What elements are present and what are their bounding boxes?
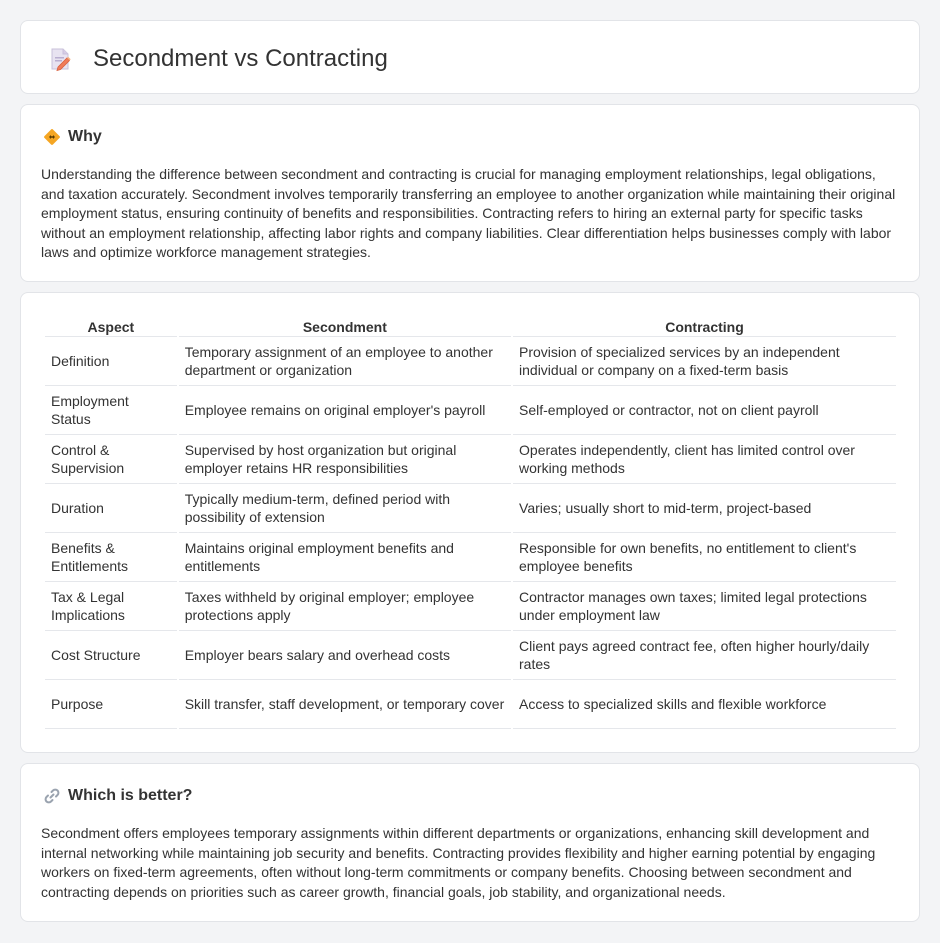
cell-contracting: Operates independently, client has limited control over working methods [513, 435, 896, 484]
cell-aspect: Purpose [45, 680, 177, 729]
cell-aspect: Tax & Legal Implications [45, 582, 177, 631]
title-row [47, 45, 388, 73]
comparison-card [20, 292, 920, 753]
why-header [43, 127, 102, 147]
header-secondment: Secondment [179, 315, 511, 337]
title-card [20, 20, 920, 94]
cell-secondment: Temporary assignment of an employee to another department or organization [179, 337, 511, 386]
cell-contracting: Provision of specialized services by an independent individual or company on a fixed-term basis [513, 337, 896, 386]
table-row [45, 484, 896, 533]
table-row [45, 533, 896, 582]
why-card [20, 104, 920, 282]
cell-contracting: Contractor manages own taxes; limited legal protections under employment law [513, 582, 896, 631]
why-body: Understanding the difference between secondment and contracting is crucial for managing employment relationships, legal obligations, and taxation accurately. Secondment involves temporarily transferring an employee to another organization while maintaining their original employment status, ensuring continuity of benefits and responsibilities. Contracting refers to hiring an external party for specific tasks without an employment relationship, affecting labor rights and company liabilities. Clear differentiation helps businesses comply with labor laws and optimize workforce management strategies. [41, 166, 896, 261]
cell-aspect: Control & Supervision [45, 435, 177, 484]
table-row [45, 680, 896, 729]
cell-contracting: Responsible for own benefits, no entitlement to client's employee benefits [513, 533, 896, 582]
cell-contracting: Access to specialized skills and flexible workforce [513, 680, 896, 729]
table-header-row [45, 315, 896, 337]
cell-secondment: Skill transfer, staff development, or temporary cover [179, 680, 511, 729]
cell-contracting: Self-employed or contractor, not on client payroll [513, 386, 896, 435]
cell-aspect: Benefits & Entitlements [45, 533, 177, 582]
link-icon [43, 787, 61, 805]
cell-aspect: Employment Status [45, 386, 177, 435]
table-row [45, 337, 896, 386]
document-pencil-icon [47, 46, 73, 72]
cell-contracting: Client pays agreed contract fee, often higher hourly/daily rates [513, 631, 896, 680]
table-row [45, 631, 896, 680]
better-title: Which is better? [68, 787, 193, 804]
cell-aspect: Duration [45, 484, 177, 533]
header-contracting: Contracting [513, 315, 896, 337]
table-row [45, 582, 896, 631]
cell-secondment: Typically medium-term, defined period with possibility of extension [179, 484, 511, 533]
diamond-arrows-icon [43, 128, 61, 146]
cell-secondment: Supervised by host organization but original employer retains HR responsibilities [179, 435, 511, 484]
why-title: Why [68, 128, 102, 145]
comparison-table [43, 315, 898, 729]
cell-secondment: Taxes withheld by original employer; employee protections apply [179, 582, 511, 631]
cell-secondment: Maintains original employment benefits and entitlements [179, 533, 511, 582]
cell-secondment: Employee remains on original employer's payroll [179, 386, 511, 435]
table-row [45, 435, 896, 484]
better-header [43, 786, 192, 806]
cell-aspect: Definition [45, 337, 177, 386]
page-title: Secondment vs Contracting [93, 45, 388, 72]
cell-secondment: Employer bears salary and overhead costs [179, 631, 511, 680]
cell-aspect: Cost Structure [45, 631, 177, 680]
better-body: Secondment offers employees temporary assignments within different departments or organizations, enhancing skill development and internal networking while maintaining job security and benefits. Contracting provides flexibility and higher earning potential by engaging workers on fixed-term agreements, often without long-term commitments or company benefits. Choosing between secondment and contracting depends on priorities such as career growth, financial goals, job stability, and organizational needs. [41, 825, 876, 900]
table-row [45, 386, 896, 435]
cell-contracting: Varies; usually short to mid-term, project-based [513, 484, 896, 533]
which-is-better-card [20, 763, 920, 922]
header-aspect: Aspect [45, 315, 177, 337]
